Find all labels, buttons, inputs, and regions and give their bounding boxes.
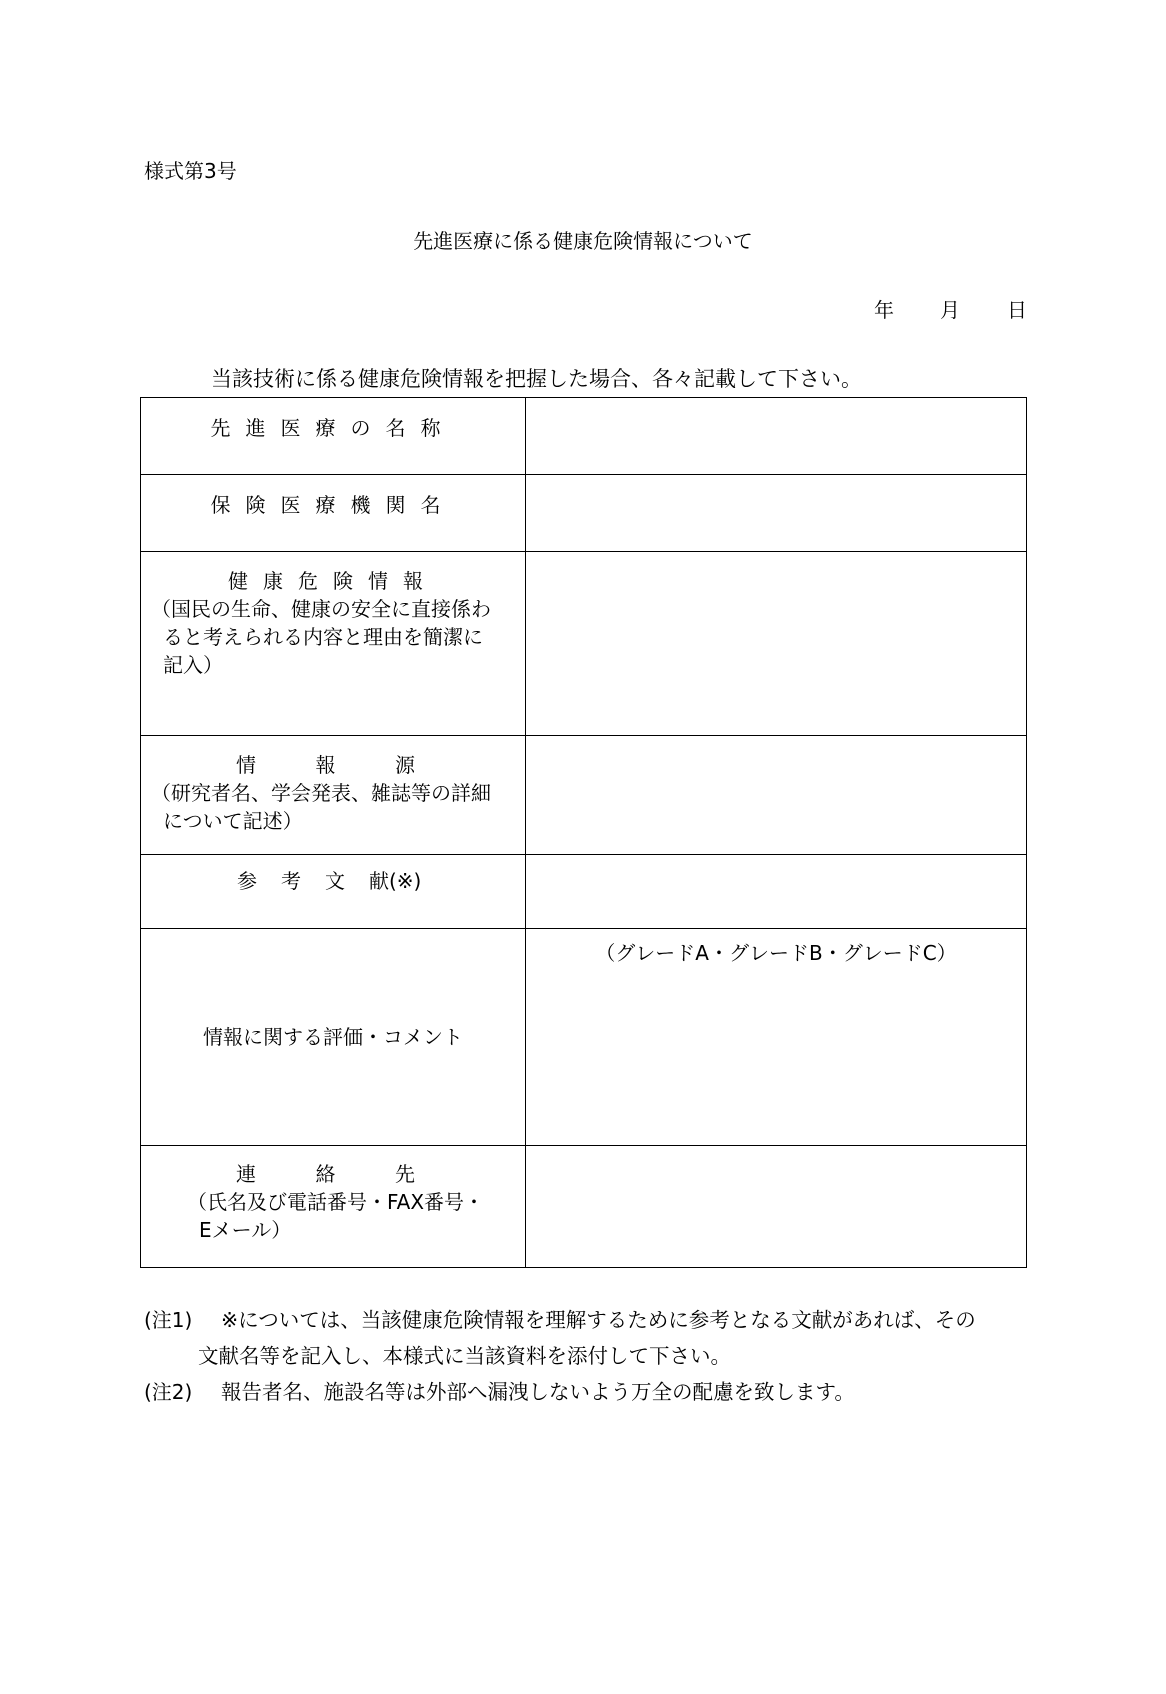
row-note: について記述） <box>163 809 303 833</box>
instruction-text: 当該技術に係る健康危険情報を把握した場合、各々記載して下さい。 <box>211 367 862 391</box>
row-label: 健康危険情報 <box>228 569 438 593</box>
note-1-text: ※については、当該健康危険情報を理解するために参考となる文献があれば、その <box>221 1308 976 1332</box>
row-label: 保険医療機関名 <box>210 493 456 517</box>
row-note: （氏名及び電話番号・FAX番号・ <box>187 1190 485 1214</box>
date-day: 日 <box>1007 298 1027 322</box>
row-value-field[interactable] <box>526 855 1027 929</box>
report-form-table <box>140 397 1027 1268</box>
row-value-field[interactable] <box>526 398 1027 475</box>
date-year: 年 <box>874 298 894 322</box>
table-row <box>141 1146 1027 1268</box>
table-row <box>141 475 1027 552</box>
row-value-field[interactable] <box>526 1146 1027 1268</box>
note-2-text: 報告者名、施設名等は外部へ漏洩しないよう万全の配慮を致します。 <box>221 1380 855 1404</box>
row-value-field[interactable] <box>526 552 1027 736</box>
row-note: Eメール） <box>199 1218 292 1242</box>
table-row <box>141 552 1027 736</box>
table-row <box>141 929 1027 1146</box>
row-value-field[interactable] <box>526 736 1027 855</box>
table-row <box>141 855 1027 929</box>
note-1-text-cont: 文献名等を記入し、本様式に当該資料を添付して下さい。 <box>198 1344 731 1368</box>
grade-options: （グレードA・グレードB・グレードC） <box>595 941 957 965</box>
row-label: 文 <box>325 869 345 893</box>
row-label: 考 <box>281 869 301 893</box>
row-label: 参 <box>237 869 257 893</box>
row-label: 情報に関する評価・コメント <box>203 1025 463 1049</box>
table-row <box>141 398 1027 475</box>
note-1-marker: (注1) <box>144 1308 193 1332</box>
row-value-field[interactable] <box>526 475 1027 552</box>
row-note: 記入） <box>163 653 223 677</box>
row-label: 絡 <box>315 1162 336 1186</box>
date-month: 月 <box>940 298 960 322</box>
row-value-field[interactable] <box>526 929 1027 1146</box>
row-label: 先進医療の名称 <box>210 416 456 440</box>
form-number: 様式第3号 <box>144 159 237 183</box>
row-note: （研究者名、学会発表、雑誌等の詳細 <box>151 781 491 805</box>
row-note: ると考えられる内容と理由を簡潔に <box>163 625 483 649</box>
table-row <box>141 736 1027 855</box>
row-label: 連 <box>236 1162 256 1186</box>
row-label: 先 <box>395 1162 415 1186</box>
row-label: 献(※) <box>369 869 422 893</box>
row-label: 情 <box>236 753 256 777</box>
note-2-marker: (注2) <box>144 1380 193 1404</box>
row-label: 源 <box>395 753 415 777</box>
page-title: 先進医療に係る健康危険情報について <box>413 229 753 253</box>
row-note: （国民の生命、健康の安全に直接係わ <box>151 597 491 621</box>
row-label: 報 <box>315 753 336 777</box>
